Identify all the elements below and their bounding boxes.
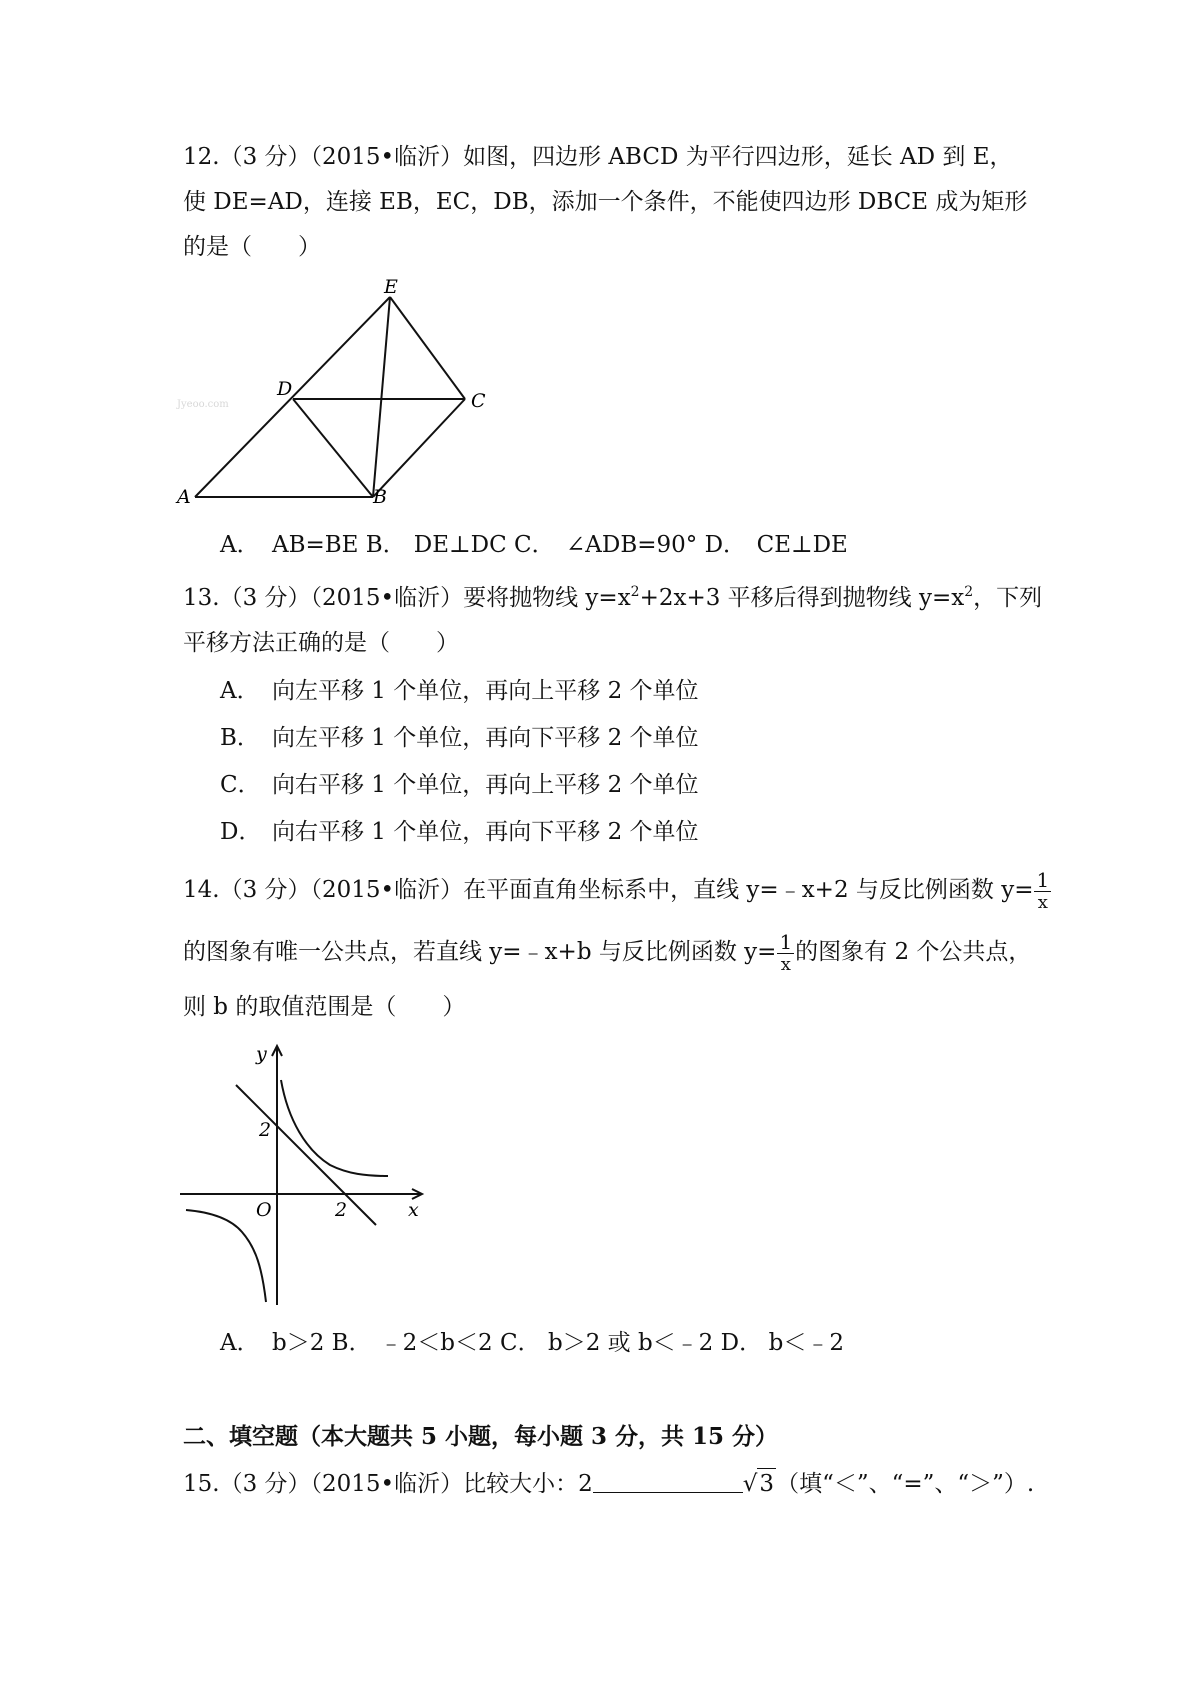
q14-options	[220, 1328, 844, 1358]
label-b: B	[373, 486, 387, 508]
q12-option-c: ∠ADB=90°	[566, 532, 698, 558]
q13-option-c-text: 向右平移 1 个单位，再向上平移 2 个单位	[272, 772, 699, 798]
q12-option-b: DE⊥DC	[413, 532, 507, 558]
q13-text-c: ，下列	[973, 585, 1043, 611]
q14-option-b: ﹣2＜b＜2	[379, 1330, 493, 1356]
q13-line-1	[183, 583, 1042, 613]
q14-line-3: 则 b 的取值范围是（ ）	[183, 994, 466, 1020]
q12-parallelogram-figure	[175, 276, 495, 508]
label-c: C	[471, 390, 486, 412]
q13-option-a-text: 向左平移 1 个单位，再向上平移 2 个单位	[272, 678, 699, 704]
q15-radicand: 3	[757, 1468, 776, 1499]
q13-text-b: +2x+3 平移后得到抛物线 y=x	[639, 585, 965, 611]
q13-option-d-text: 向右平移 1 个单位，再向下平移 2 个单位	[272, 819, 699, 845]
label-a: A	[177, 486, 191, 508]
q12-options	[220, 530, 848, 560]
q12-option-b-letter: B．	[365, 532, 406, 558]
q15-sqrt: √3	[743, 1468, 776, 1499]
watermark: Jyeoo.com	[177, 399, 229, 410]
q13-option-c	[220, 770, 699, 800]
q14-fraction-1-den: x	[1037, 892, 1048, 913]
y-tick-2: 2	[259, 1119, 272, 1141]
q13-exp-1: 2	[630, 584, 640, 600]
q14-fraction-1	[1034, 870, 1051, 912]
q14-option-c: b＞2 或 b＜﹣2	[547, 1330, 714, 1356]
q13-line-2: 平移方法正确的是（ ）	[183, 630, 459, 656]
q14-line-2	[183, 932, 1031, 974]
segment-db	[293, 399, 373, 497]
q12-line-2: 使 DE=AD，连接 EB，EC，DB，添加一个条件，不能使四边形 DBCE 成为矩形	[183, 189, 1028, 215]
q15-answer-blank[interactable]	[593, 1470, 743, 1493]
q14-text-2a: 的图象有唯一公共点，若直线 y=﹣x+b 与反比例函数 y=	[183, 939, 777, 965]
q14-option-d: b＜﹣2	[768, 1330, 844, 1356]
q12-option-d-letter: D．	[704, 532, 747, 558]
q13-option-a	[220, 676, 699, 706]
q14-text-1: 14.（3 分）（2015•临沂）在平面直角坐标系中，直线 y=﹣x+2 与反比例函数 y=	[183, 877, 1034, 903]
q13-text-a: 13.（3 分）（2015•临沂）要将抛物线 y=x	[183, 585, 631, 611]
q14-option-d-letter: D．	[720, 1330, 763, 1356]
segment-ec	[390, 297, 465, 399]
segment-eb	[373, 297, 390, 497]
q14-fraction-1-num: 1	[1036, 868, 1050, 892]
q14-fraction-2	[777, 932, 794, 974]
q13-option-c-letter: C．	[220, 772, 261, 798]
q13-option-b-letter: B．	[220, 725, 260, 751]
q12-option-c-letter: C．	[514, 532, 555, 558]
q13-option-b	[220, 723, 699, 753]
x-tick-2: 2	[335, 1199, 348, 1221]
q14-option-c-letter: C．	[499, 1330, 541, 1356]
q13-option-a-letter: A．	[220, 678, 260, 704]
q12-line-1: 12.（3 分）（2015•临沂）如图，四边形 ABCD 为平行四边形，延长 AD 到 E，	[183, 144, 1013, 170]
q13-option-d	[220, 817, 699, 847]
hyperbola-branch-1	[281, 1080, 388, 1176]
origin-label: O	[256, 1199, 272, 1221]
q14-fraction-2-num: 1	[779, 930, 793, 954]
section-2-heading: 二、填空题（本大题共 5 小题，每小题 3 分，共 15 分）	[183, 1423, 779, 1450]
q14-option-a-letter: A．	[220, 1330, 260, 1356]
q13-option-b-text: 向左平移 1 个单位，再向下平移 2 个单位	[272, 725, 699, 751]
q14-text-2b: 的图象有 2 个公共点，	[795, 939, 1032, 965]
y-axis-label: y	[256, 1043, 267, 1065]
q12-option-a-letter: A．	[220, 532, 260, 558]
label-e: E	[384, 276, 398, 298]
q14-graph-figure	[180, 1040, 440, 1310]
q14-option-b-letter: B．	[331, 1330, 372, 1356]
q15-suffix: （填“＜”、“=”、“＞”）.	[776, 1471, 1035, 1497]
q12-option-d: CE⊥DE	[756, 532, 848, 558]
q13-option-d-letter: D．	[220, 819, 262, 845]
q12-line-3: 的是（ ）	[183, 234, 321, 260]
label-d: D	[277, 378, 293, 400]
segment-ae	[195, 297, 390, 497]
q13-exp-2: 2	[964, 584, 974, 600]
q14-option-a: b＞2	[272, 1330, 325, 1356]
q15-line	[183, 1468, 1034, 1499]
segment-bc	[373, 399, 465, 497]
q15-prefix: 15.（3 分）（2015•临沂）比较大小：2	[183, 1471, 593, 1497]
hyperbola-branch-2	[186, 1210, 266, 1302]
q14-fraction-2-den: x	[780, 954, 791, 975]
q12-option-a: AB=BE	[272, 532, 359, 558]
q14-line-1	[183, 870, 1052, 912]
x-axis-label: x	[408, 1199, 419, 1221]
